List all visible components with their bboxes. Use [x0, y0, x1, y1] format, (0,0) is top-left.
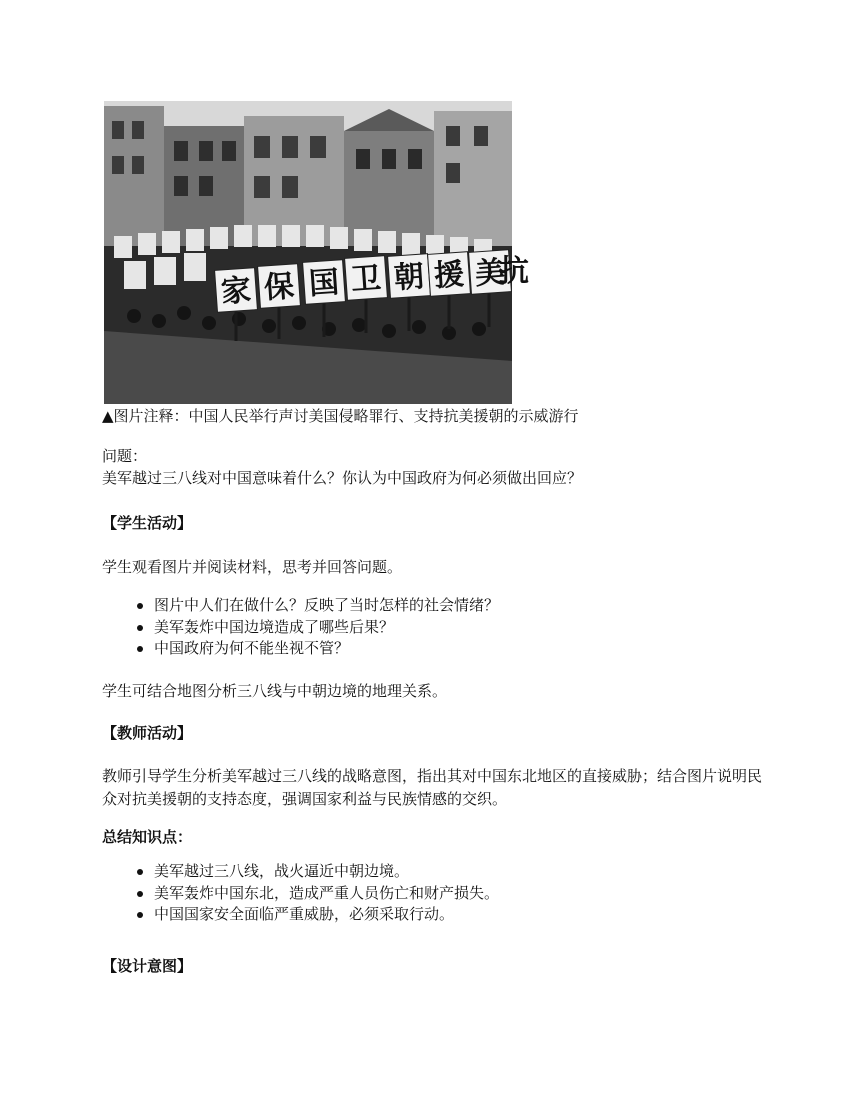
student-activity-heading: 【学生活动】 — [102, 514, 193, 532]
student-activity-intro: 学生观看图片并阅读材料，思考并回答问题。 — [102, 558, 403, 576]
summary-heading: 总结知识点： — [102, 828, 193, 846]
banner-char: 援 — [432, 256, 466, 295]
banner-char: 美 — [473, 254, 507, 293]
list-item: 美军越过三八线，战火逼近中朝边境。 — [102, 861, 499, 883]
demonstration-photo — [104, 101, 529, 404]
question-label: 问题： — [102, 447, 148, 465]
list-item: 中国国家安全面临严重威胁，必须采取行动。 — [102, 904, 499, 926]
banner-char: 抗 — [499, 254, 529, 289]
list-item: 美军轰炸中国边境造成了哪些后果？ — [102, 617, 499, 639]
student-activity-outro: 学生可结合地图分析三八线与中朝边境的地理关系。 — [102, 682, 448, 700]
banner-char: 国 — [307, 264, 341, 303]
list-item: 美军轰炸中国东北，造成严重人员伤亡和财产损失。 — [102, 883, 499, 905]
banner-char: 朝 — [392, 258, 426, 297]
banner-char: 保 — [262, 268, 296, 307]
teacher-activity-heading: 【教师活动】 — [102, 724, 193, 742]
list-item: 中国政府为何不能坐视不管？ — [102, 638, 499, 660]
banner-char: 家 — [219, 272, 253, 311]
photo-caption: ▲图片注释：中国人民举行声讨美国侵略罪行、支持抗美援朝的示威游行 — [102, 407, 579, 425]
teacher-activity-paragraph: 教师引导学生分析美军越过三八线的战略意图，指出其对中国东北地区的直接威胁；结合图片说明民众对抗美援朝的支持态度，强调国家利益与民族情感的交织。 — [102, 767, 763, 808]
list-item: 图片中人们在做什么？反映了当时怎样的社会情绪？ — [102, 595, 499, 617]
student-question-list — [102, 595, 499, 660]
design-intent-heading: 【设计意图】 — [102, 957, 193, 975]
question-text: 美军越过三八线对中国意味着什么？你认为中国政府为何必须做出回应？ — [102, 469, 583, 487]
banner-char: 卫 — [349, 260, 383, 299]
summary-list — [102, 861, 499, 926]
